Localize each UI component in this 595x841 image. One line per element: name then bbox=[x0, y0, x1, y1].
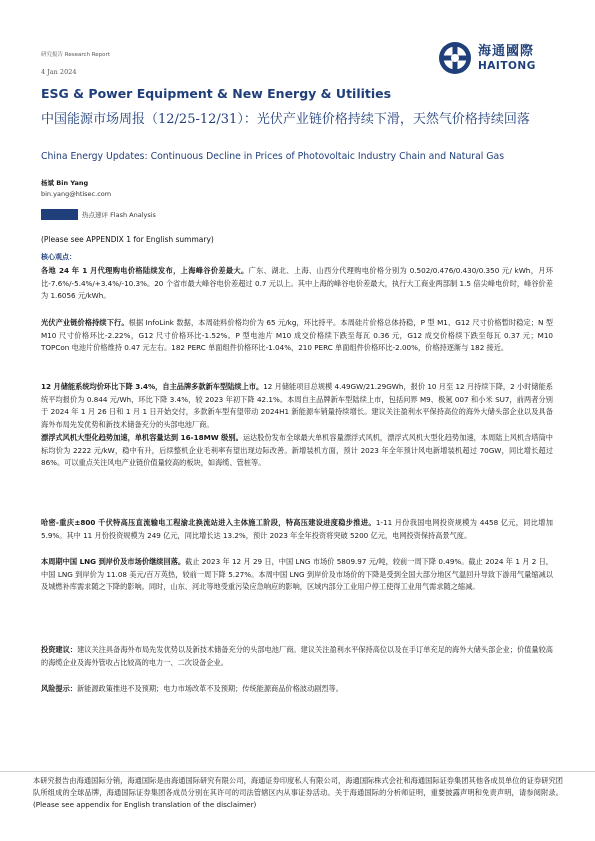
paragraph-lead: 投资建议： bbox=[41, 645, 78, 654]
paragraph-lead: 光伏产业链价格持续下行。 bbox=[41, 318, 129, 327]
report-title-cn: 中国能源市场周报（12/25-12/31）：光伏产业链价格持续下滑，天然气价格持续回落 bbox=[41, 112, 530, 127]
haitong-logo-icon bbox=[438, 41, 472, 75]
paragraph-lead: 12 月储能系统均价环比下降 3.4%，自主品牌多款新车型陆续上市。 bbox=[41, 382, 264, 391]
report-date: 4 Jan 2024 bbox=[41, 68, 77, 76]
paragraph-lead: 哈密-重庆±800 千伏特高压直流输电工程渝北换流站进入主体施工阶段，特高压建设进度稳步推进。 bbox=[41, 518, 376, 527]
author-name: 杨斌 Bin Yang bbox=[41, 179, 89, 187]
paragraph-risk-warning bbox=[41, 683, 553, 696]
paragraph-body: 新能源政策推进不及预期；电力市场改革不及预期；传统能源商品价格波动剧烈等。 bbox=[76, 684, 343, 693]
paragraph-lng bbox=[41, 556, 553, 594]
paragraph-body: 广东、湖北、上海、山西分代理购电价格分别为 0.502/0.476/0.430/0.350 元/ kWh，月环比-7.6%/-5.4%/+3.4%/-10.3%。20 个省市最大峰谷电价差超过 0.7 元以上。其中上海的峰谷电价差最大，执行大工商业两部制 1.5 倍尖峰电价时，峰谷价差为 1.6056 元/kWh。 bbox=[41, 266, 553, 300]
english-summary-note: (Please see APPENDIX 1 for English summary) bbox=[41, 235, 214, 244]
core-views-label: 核心观点： bbox=[41, 253, 76, 261]
paragraph-body: 根据 InfoLink 数据，本周硅料价格均价为 65 元/kg，环比持平。本周硅片价格总体持稳，P 型 M1、G12 尺寸价格暂时稳定；N 型 M10 尺寸价格环比-2.22%，G12 尺寸价格环比-1.52%。P 型电池片 M10 成交价格续下跌至每瓦 0.36 元，G12 成交价格续下跌至每瓦 0.37 元；M10 TOPCon 电池片价格维持 0.47 元左右。182 PERC 单面组件价格环比-1.04%，210 PERC 单面组件价格环比-2.00%，价格持逐渐与 182 接近。 bbox=[41, 318, 553, 352]
paragraph-body: 1-11 月份我国电网投资规模为 4458 亿元，同比增加 5.9%。其中 11 月份投资规模为 249 亿元，同比增长达 13.2%，预计 2023 年全年投资将突破 5200 亿元，电网投资保持高景气度。 bbox=[41, 518, 553, 540]
paragraph-body: 截止 2023 年 12 月 29 日，中国 LNG 市场价 5809.97 元/吨，较前一周下降 0.49%。截止 2024 年 1 月 2 日，中国 LNG 到岸价为 11.08 美元/百万英热，较前一周下降 5.27%。本周中国 LNG 到岸价及市场价的下降是受到全国大部分地区气温回升导致下游用气量缩减以及城燃补库需求随之下降的影响。同时，山东、河北等地受重污染应急响应的影响，区域内部分工业用户停工使得工业用气需求随之缩减。 bbox=[41, 557, 553, 591]
sector-heading: ESG & Power Equipment & New Energy & Utilities bbox=[41, 86, 392, 101]
disclaimer-footer: 本研究报告由海通国际分销，海通国际是由海通国际研究有限公司，海通证券印度私人有限公司，海通国际株式会社和海通国际证券集团其他各成员单位的证券研究团队所组成的全球品牌，海通国际证券集团各成员分别在其许可的司法管辖区内从事证券活动。关于海通国际的分析师证明，重要披露声明和免责声明，请参阅附录。(Please see appendix for English translation of the disclaimer) bbox=[33, 776, 563, 809]
paragraph-lead: 风险提示： bbox=[41, 684, 77, 693]
paragraph-power-price bbox=[41, 265, 553, 303]
logo-cn-text: 海通國際 bbox=[478, 44, 535, 59]
paragraph-body: 运达股份发布全球最大单机容量漂浮式风机，漂浮式风机大型化趋势加速，本周陆上风机含塔筒中标均价为 2222 元/kW，稳中有升，后续整机企业毛利率有望出现边际改善。新增装机方面，预计 2023 年全年预计风电新增装机超过 70GW，同比增长超过 86%。可以重点关注风电产业链价值量较高的板块，如海缆、管桩等。 bbox=[41, 433, 553, 467]
paragraph-wind bbox=[41, 432, 553, 470]
paragraph-lead: 各地 24 年 1 月代理购电价格陆续发布，上海峰谷价差最大。 bbox=[41, 266, 249, 275]
paragraph-energy-storage bbox=[41, 381, 553, 431]
logo-en-text: HAITONG bbox=[478, 60, 536, 72]
paragraph-body: 12 月储能项目总规模 4.49GW/21.29GWh，报价 10 月至 12 月持续下降，2 小时储能系统平均报价为 0.844 元/Wh，环比下降 3.4%，较 2023 年初下降 42.1%。本周自主品牌新车型陆续上市，包括问界 M9、极氪 007 和小米 SU7，前两者分别于 2024 年 1 月 26 日和 1 月 1 日开始交付，多款新车型有望带动 2024H1 新能源车销量持续增长。建议关注盈利水平保持高位的海外大储头部企业以及具备海外布局先发优势和新技术储备充分的头部电池厂商。 bbox=[41, 382, 553, 429]
paragraph-lead: 漂浮式风机大型化趋势加速，单机容量达到 16-18MW 级别。 bbox=[41, 433, 243, 442]
paragraph-body: 建议关注具备海外布局先发优势以及新技术储备充分的头部电池厂商。建议关注盈利水平保持高位以及在手订单充足的海外大储头部企业；价值量较高的海缆企业及海外管收占比较高的电力一、二次设备企业。 bbox=[41, 645, 553, 667]
report-tag: 热点速评 Flash Analysis bbox=[82, 211, 156, 219]
paragraph-uhv-grid bbox=[41, 517, 553, 542]
tag-bar bbox=[41, 209, 78, 220]
paragraph-investment-advice bbox=[41, 644, 553, 669]
paragraph-pv-chain bbox=[41, 317, 553, 355]
footer-divider bbox=[0, 771, 595, 772]
report-title-en: China Energy Updates: Continuous Decline in Prices of Photovoltaic Industry Chain and Natural Gas bbox=[41, 151, 505, 162]
haitong-logo bbox=[438, 38, 568, 78]
paragraph-lead: 本周期中国 LNG 到岸价及市场价继续回落。 bbox=[41, 557, 186, 566]
author-email[interactable]: bin.yang@htisec.com bbox=[41, 190, 112, 198]
document-type: 研究报告 Research Report bbox=[41, 52, 110, 58]
